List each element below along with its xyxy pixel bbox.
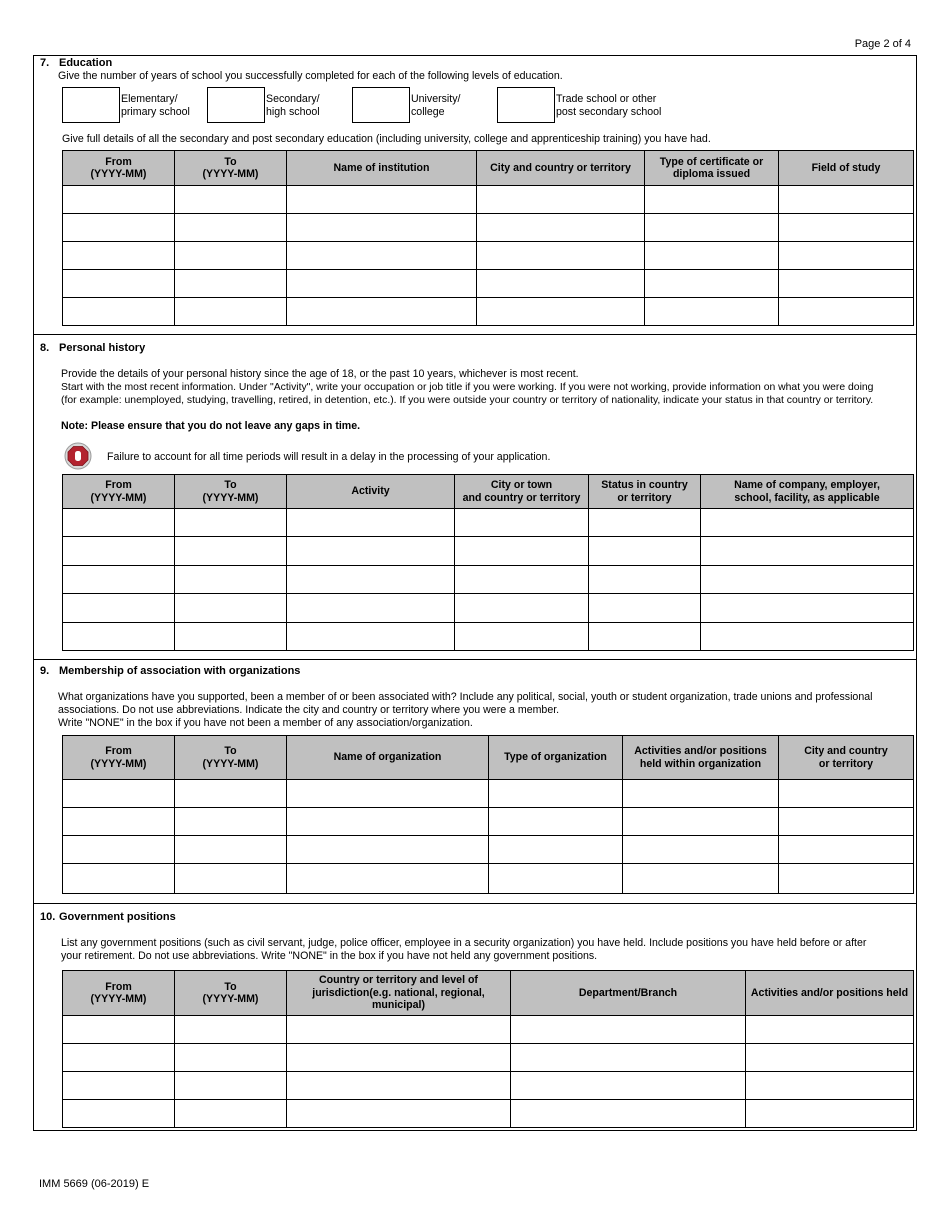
- col-department-branch: [511, 971, 746, 1016]
- table-cell[interactable]: [589, 566, 701, 594]
- col-city-country-line1: City and country or territory: [490, 161, 631, 174]
- table-cell[interactable]: [287, 1016, 511, 1044]
- col-from: [63, 971, 175, 1016]
- table-cell[interactable]: [701, 594, 914, 623]
- government-para2: your retirement. Do not use abbreviations. Write "NONE" in the box if you have not held any government positions.: [61, 950, 598, 962]
- table-row: [63, 864, 914, 894]
- col-jurisdiction-line1: Country or territory and level of: [319, 974, 478, 987]
- table-cell[interactable]: [779, 780, 914, 808]
- table-cell[interactable]: [287, 242, 477, 270]
- secondary-label-line1: Secondary/: [266, 93, 320, 105]
- membership-section: [34, 660, 916, 904]
- col-from-line2: (YYYY-MM): [90, 491, 147, 504]
- table-cell[interactable]: [455, 623, 589, 651]
- table-cell[interactable]: [175, 623, 287, 651]
- trade-school-label: [556, 93, 661, 119]
- university-label: [411, 93, 460, 119]
- table-row: [63, 186, 914, 214]
- table-cell[interactable]: [589, 537, 701, 566]
- col-to-line1: To: [224, 479, 237, 491]
- col-activities-positions-line2: held within organization: [639, 757, 762, 770]
- membership-table: [62, 735, 914, 894]
- col-from-line2: (YYYY-MM): [90, 993, 147, 1005]
- university-label-line2: college: [411, 106, 445, 118]
- col-certificate-line2: diploma issued: [672, 168, 751, 180]
- table-cell[interactable]: [511, 1100, 746, 1128]
- col-activity: [287, 475, 455, 509]
- table-cell[interactable]: [63, 1100, 175, 1128]
- table-cell[interactable]: [623, 780, 779, 808]
- table-cell[interactable]: [287, 566, 455, 594]
- form-code: IMM 5669 (06-2019) E: [39, 1178, 150, 1190]
- personal-history-title: [40, 342, 145, 354]
- elementary-label-line2: primary school: [121, 106, 190, 118]
- table-cell[interactable]: [287, 509, 455, 537]
- table-cell[interactable]: [589, 509, 701, 537]
- col-status: [589, 475, 701, 509]
- table-cell[interactable]: [63, 509, 175, 537]
- table-cell[interactable]: [455, 566, 589, 594]
- secondary-label: [266, 93, 320, 119]
- col-city-country-line2: or territory: [818, 757, 874, 770]
- col-to-line1: To: [224, 980, 237, 993]
- table-cell[interactable]: [287, 594, 455, 623]
- trade-school-label-line2: post secondary school: [556, 106, 662, 118]
- table-cell[interactable]: [287, 808, 489, 836]
- table-cell[interactable]: [63, 864, 175, 894]
- table-cell[interactable]: [63, 1044, 175, 1072]
- table-row: [63, 1072, 914, 1100]
- col-activities-positions-line1: Activities and/or positions held: [750, 986, 909, 999]
- table-cell[interactable]: [175, 537, 287, 566]
- table-cell[interactable]: [63, 836, 175, 864]
- col-organization-name: [287, 736, 489, 780]
- table-cell[interactable]: [477, 186, 645, 214]
- table-cell[interactable]: [63, 623, 175, 651]
- table-cell[interactable]: [489, 780, 623, 808]
- table-row: [63, 214, 914, 242]
- table-cell[interactable]: [746, 1044, 914, 1072]
- table-cell[interactable]: [746, 1072, 914, 1100]
- table-cell[interactable]: [63, 270, 175, 298]
- personal-history-table: [62, 474, 914, 651]
- table-cell[interactable]: [63, 1072, 175, 1100]
- table-cell[interactable]: [175, 836, 287, 864]
- page-number: Page 2 of 4: [854, 38, 911, 50]
- membership-title: [40, 665, 300, 677]
- table-row: [63, 298, 914, 326]
- table-cell[interactable]: [175, 780, 287, 808]
- table-cell[interactable]: [623, 864, 779, 894]
- col-activities-positions: [623, 736, 779, 780]
- col-field-of-study-line1: Field of study: [811, 161, 881, 174]
- table-row: [63, 509, 914, 537]
- personal-history-title-text: Personal history: [59, 342, 146, 354]
- table-cell[interactable]: [175, 1044, 287, 1072]
- col-company-line2: school, facility, as applicable: [734, 491, 880, 504]
- table-cell[interactable]: [455, 509, 589, 537]
- table-cell[interactable]: [175, 1072, 287, 1100]
- col-status-line1: Status in country: [601, 479, 688, 491]
- table-cell[interactable]: [175, 808, 287, 836]
- table-cell[interactable]: [623, 808, 779, 836]
- col-city-town-line1: City or town: [490, 479, 553, 491]
- table-cell[interactable]: [779, 214, 914, 242]
- table-cell[interactable]: [287, 214, 477, 242]
- table-cell[interactable]: [175, 270, 287, 298]
- table-cell[interactable]: [477, 242, 645, 270]
- table-row: [63, 623, 914, 651]
- table-row: [63, 1044, 914, 1072]
- table-cell[interactable]: [63, 566, 175, 594]
- table-cell[interactable]: [489, 836, 623, 864]
- table-cell[interactable]: [175, 186, 287, 214]
- personal-history-section: [34, 335, 916, 660]
- table-cell[interactable]: [175, 566, 287, 594]
- secondary-years-field[interactable]: [207, 87, 265, 123]
- table-cell[interactable]: [589, 623, 701, 651]
- col-city-town: [455, 475, 589, 509]
- col-city-country-line1: City and country: [804, 745, 888, 757]
- table-row: [63, 242, 914, 270]
- table-row: [63, 808, 914, 836]
- education-title: [40, 57, 112, 69]
- table-cell[interactable]: [779, 242, 914, 270]
- col-certificate-line1: Type of certificate or: [659, 155, 764, 168]
- table-cell[interactable]: [746, 1100, 914, 1128]
- table-cell[interactable]: [455, 594, 589, 623]
- col-institution: [287, 151, 477, 186]
- col-from-line2: (YYYY-MM): [90, 757, 147, 770]
- elementary-label: [121, 93, 190, 119]
- table-cell[interactable]: [63, 242, 175, 270]
- university-years-field[interactable]: [352, 87, 410, 123]
- university-label-line1: University/: [411, 93, 461, 105]
- col-organization-name-line1: Name of organization: [333, 751, 442, 764]
- table-cell[interactable]: [477, 270, 645, 298]
- col-city-town-line2: and country or territory: [462, 491, 581, 504]
- col-activity-line1: Activity: [351, 485, 390, 498]
- table-cell[interactable]: [175, 509, 287, 537]
- table-cell[interactable]: [287, 836, 489, 864]
- col-to-line2: (YYYY-MM): [202, 757, 259, 770]
- personal-history-para1: Provide the details of your personal history since the age of 18, or the past 10 years, whichever is most recent.: [61, 368, 579, 380]
- col-jurisdiction-line3: municipal): [372, 999, 425, 1012]
- col-company: [701, 475, 914, 509]
- table-cell[interactable]: [175, 298, 287, 326]
- table-row: [63, 537, 914, 566]
- table-row: [63, 566, 914, 594]
- table-cell[interactable]: [589, 594, 701, 623]
- table-cell[interactable]: [701, 623, 914, 651]
- table-row: [63, 1016, 914, 1044]
- col-to: [175, 475, 287, 509]
- table-cell[interactable]: [511, 1072, 746, 1100]
- table-cell[interactable]: [701, 537, 914, 566]
- table-cell[interactable]: [287, 186, 477, 214]
- table-cell[interactable]: [63, 594, 175, 623]
- table-cell[interactable]: [645, 270, 779, 298]
- col-company-line1: Name of company, employer,: [734, 479, 880, 491]
- table-cell[interactable]: [623, 836, 779, 864]
- government-title-text: Government positions: [59, 911, 176, 923]
- table-cell[interactable]: [746, 1016, 914, 1044]
- col-activities-positions: [746, 971, 914, 1016]
- personal-history-number: 8.: [40, 342, 50, 354]
- table-cell[interactable]: [489, 864, 623, 894]
- table-cell[interactable]: [175, 214, 287, 242]
- table-cell[interactable]: [175, 864, 287, 894]
- table-cell[interactable]: [779, 298, 914, 326]
- col-from: [63, 736, 175, 780]
- personal-history-note: Note: Please ensure that you do not leave any gaps in time.: [61, 420, 361, 432]
- col-department-branch-line1: Department/Branch: [578, 986, 678, 999]
- education-table: [62, 150, 914, 326]
- table-cell[interactable]: [175, 1016, 287, 1044]
- table-cell[interactable]: [511, 1016, 746, 1044]
- col-to-line2: (YYYY-MM): [202, 993, 259, 1005]
- membership-para1: What organizations have you supported, been a member of or been associated with? Include any political, social, youth or student organization, trade unions and professional: [58, 691, 873, 703]
- table-cell[interactable]: [779, 270, 914, 298]
- table-cell[interactable]: [287, 1044, 511, 1072]
- education-title-text: Education: [59, 57, 113, 69]
- col-jurisdiction: [287, 971, 511, 1016]
- government-title: [40, 911, 176, 923]
- table-cell[interactable]: [287, 537, 455, 566]
- table-cell[interactable]: [175, 1100, 287, 1128]
- government-section: [34, 904, 916, 1130]
- table-row: [63, 836, 914, 864]
- table-cell[interactable]: [645, 214, 779, 242]
- table-cell[interactable]: [779, 186, 914, 214]
- form-frame: [33, 55, 917, 1131]
- col-to: [175, 151, 287, 186]
- education-number: 7.: [40, 57, 50, 69]
- table-cell[interactable]: [779, 864, 914, 894]
- table-cell[interactable]: [645, 242, 779, 270]
- table-cell[interactable]: [287, 270, 477, 298]
- col-to-line2: (YYYY-MM): [202, 491, 259, 504]
- table-row: [63, 270, 914, 298]
- table-cell[interactable]: [287, 1100, 511, 1128]
- col-to-line1: To: [224, 745, 237, 757]
- government-table: [62, 970, 914, 1128]
- col-from: [63, 151, 175, 186]
- col-organization-type-line1: Type of organization: [504, 751, 607, 764]
- government-para1: List any government positions (such as civil servant, judge, police officer, employee in a security organization) you have held. Include positions you have held before or after: [61, 937, 867, 949]
- trade-school-years-field[interactable]: [497, 87, 555, 123]
- membership-number: 9.: [40, 665, 50, 677]
- table-cell[interactable]: [511, 1044, 746, 1072]
- secondary-label-line2: high school: [266, 106, 320, 118]
- table-cell[interactable]: [287, 298, 477, 326]
- table-cell[interactable]: [63, 298, 175, 326]
- table-cell[interactable]: [489, 808, 623, 836]
- col-jurisdiction-line2: jurisdiction(e.g. national, regional,: [312, 986, 485, 999]
- col-from-line1: From: [105, 745, 132, 757]
- col-institution-line1: Name of institution: [333, 161, 430, 174]
- table-cell[interactable]: [779, 836, 914, 864]
- table-cell[interactable]: [287, 780, 489, 808]
- table-cell[interactable]: [645, 186, 779, 214]
- col-activities-positions-line1: Activities and/or positions: [634, 745, 767, 757]
- table-cell[interactable]: [477, 298, 645, 326]
- personal-history-warning: Failure to account for all time periods will result in a delay in the processing of your application.: [107, 451, 551, 463]
- table-cell[interactable]: [63, 1016, 175, 1044]
- col-to-line2: (YYYY-MM): [202, 168, 259, 180]
- col-from: [63, 475, 175, 509]
- education-intro: Give the number of years of school you successfully completed for each of the following levels of education.: [58, 70, 563, 82]
- col-organization-type: [489, 736, 623, 780]
- table-cell[interactable]: [701, 509, 914, 537]
- education-details-text: Give full details of all the secondary and post secondary education (including university, college and apprenticeship training) you have had.: [62, 133, 711, 145]
- membership-para3: Write "NONE" in the box if you have not been a member of any association/organization.: [58, 717, 473, 729]
- membership-para2: associations. Do not use abbreviations. Indicate the city and country or territory where you were a member.: [58, 704, 560, 716]
- col-city-country: [779, 736, 914, 780]
- col-from-line1: From: [105, 980, 132, 993]
- table-row: [63, 780, 914, 808]
- table-cell[interactable]: [287, 623, 455, 651]
- table-cell[interactable]: [645, 298, 779, 326]
- table-cell[interactable]: [175, 242, 287, 270]
- education-section: [34, 56, 916, 335]
- table-cell[interactable]: [287, 864, 489, 894]
- table-cell[interactable]: [63, 214, 175, 242]
- table-cell[interactable]: [701, 566, 914, 594]
- table-cell[interactable]: [63, 808, 175, 836]
- table-cell[interactable]: [63, 780, 175, 808]
- col-city-country: [477, 151, 645, 186]
- membership-title-text: Membership of association with organizations: [59, 665, 301, 677]
- table-cell[interactable]: [455, 537, 589, 566]
- table-cell[interactable]: [477, 214, 645, 242]
- personal-history-para3: (for example: unemployed, studying, travelling, retired, in detention, etc.). If you were outside your country or territory of nationality, indicate your status in that country or territory.: [61, 395, 874, 406]
- col-from-line1: From: [105, 479, 132, 491]
- col-from-line2: (YYYY-MM): [90, 168, 147, 180]
- table-cell[interactable]: [63, 186, 175, 214]
- stop-warning-icon: [64, 442, 92, 470]
- col-status-line2: or territory: [617, 491, 672, 504]
- col-field-of-study: [779, 151, 914, 186]
- elementary-years-field[interactable]: [62, 87, 120, 123]
- trade-school-label-line1: Trade school or other: [556, 93, 657, 105]
- elementary-label-line1: Elementary/: [121, 93, 178, 105]
- personal-history-para2: Start with the most recent information. Under "Activity", write your occupation or job title if you were working. If you were not working, provide information on what you were doing: [61, 382, 874, 393]
- col-to: [175, 736, 287, 780]
- col-to: [175, 971, 287, 1016]
- government-number: 10.: [40, 911, 56, 923]
- table-cell[interactable]: [779, 808, 914, 836]
- table-row: [63, 594, 914, 623]
- table-cell[interactable]: [63, 537, 175, 566]
- col-certificate: [645, 151, 779, 186]
- table-cell[interactable]: [175, 594, 287, 623]
- col-from-line1: From: [105, 155, 132, 168]
- col-to-line1: To: [224, 155, 237, 168]
- table-row: [63, 1100, 914, 1128]
- table-cell[interactable]: [287, 1072, 511, 1100]
